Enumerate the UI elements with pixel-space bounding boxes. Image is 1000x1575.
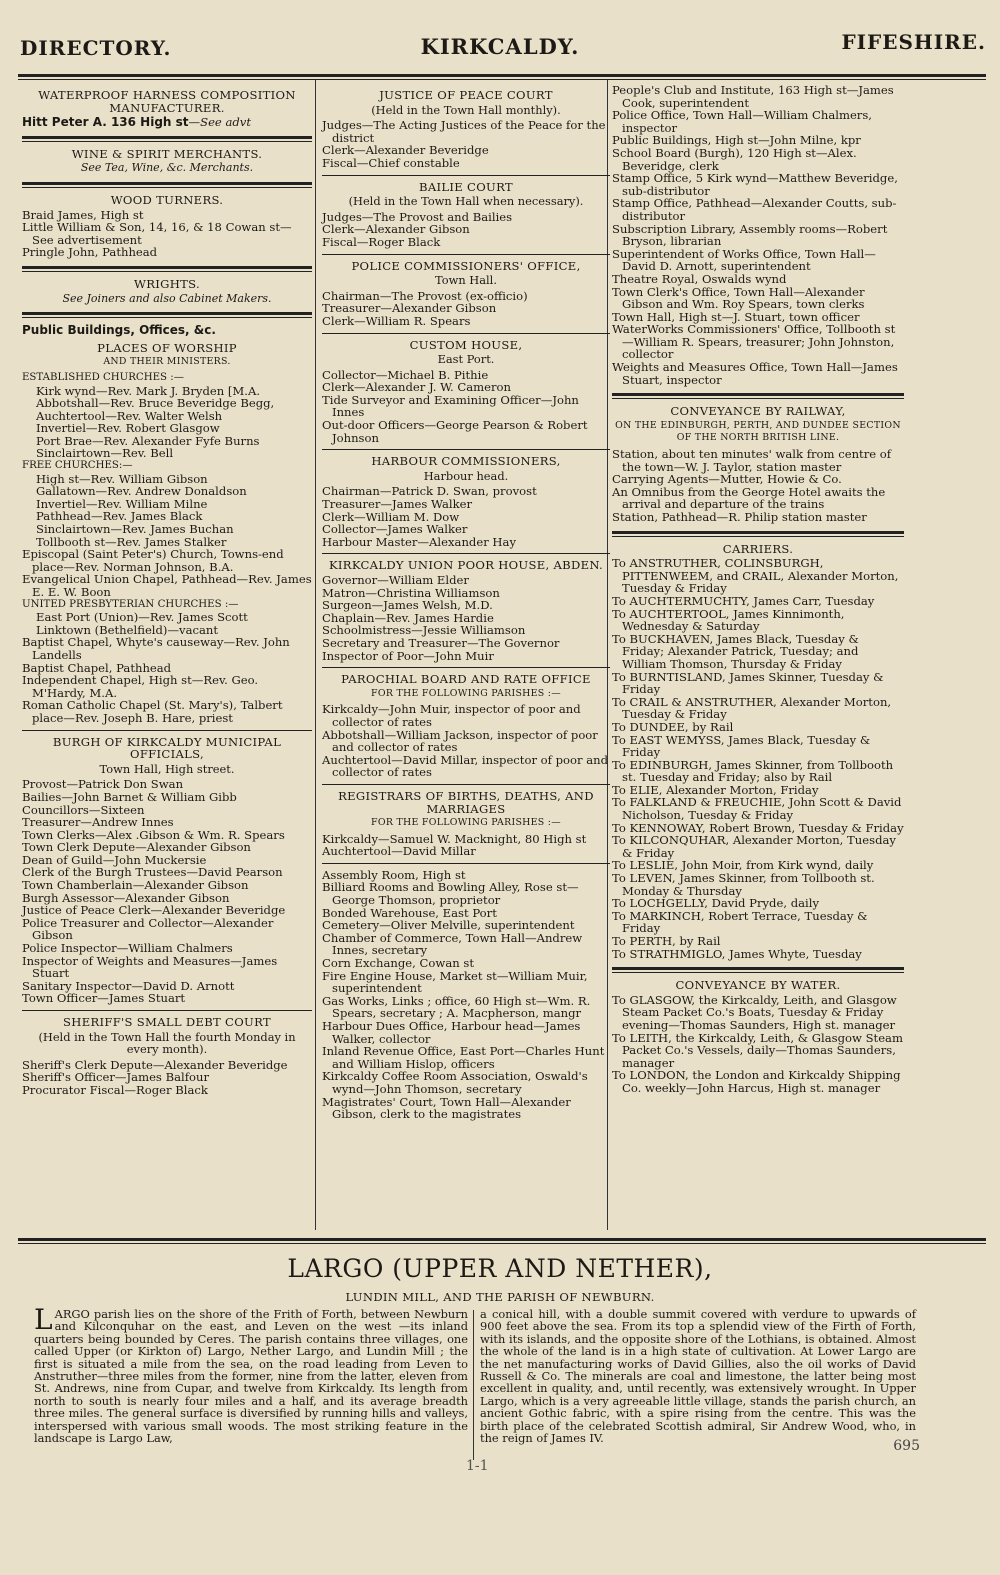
- list-item: Fiscal—Roger Black: [322, 234, 441, 249]
- section-title: Public Buildings, Offices, &c.: [22, 323, 216, 338]
- section-heading: REGISTRARS OF BIRTHS, DEATHS, AND MARRIAGES: [338, 788, 594, 816]
- list-item: Chaplain—Rev. James Hardie: [322, 610, 494, 625]
- list-item: Pringle John, Pathhead: [22, 245, 158, 260]
- section-heading: POLICE COMMISSIONERS' OFFICE,: [351, 258, 581, 273]
- list-item: Town Officer—James Stuart: [22, 991, 186, 1006]
- list-item: To PERTH, by Rail: [612, 934, 721, 948]
- list-item: Out-door Officers—George Pearson & Robert Johnson: [322, 418, 588, 445]
- list-item: To KILCONQUHAR, Alexander Morton, Tuesday & Friday: [612, 833, 896, 860]
- list-item: Schoolmistress—Jessie Williamson: [322, 623, 526, 638]
- list-item: Corn Exchange, Cowan st: [322, 956, 474, 971]
- list-item: Carrying Agents—Mutter, Howie & Co.: [612, 472, 842, 487]
- list-item: To AUCHTERTOOL, James Kinnimonth, Wednesday & Saturday: [612, 606, 845, 634]
- section-note: ON THE EDINBURGH, PERTH, AND DUNDEE SECTION OF THE NORTH BRITISH LINE.: [615, 419, 901, 444]
- list-item: To BURNTISLAND, James Skinner, Tuesday & Friday: [612, 669, 884, 697]
- list-item: Little William & Son, 14, 16, & 18 Cowan st—See advertisement: [22, 220, 292, 247]
- divider: [22, 266, 312, 272]
- list-item: To EAST WEMYSS, James Black, Tuesday & Friday: [612, 732, 871, 760]
- list-item: Kirkcaldy Coffee Room Association, Oswald's wynd—John Thomson, secretary: [322, 1069, 588, 1096]
- list-item: To KENNOWAY, Robert Brown, Tuesday & Friday: [612, 820, 904, 835]
- list-item: Tide Surveyor and Examining Officer—John Innes: [322, 392, 579, 420]
- list-item: To DUNDEE, by Rail: [612, 719, 734, 734]
- list-item: To LEVEN, James Skinner, from Tollbooth st. Monday & Thursday: [612, 871, 875, 898]
- list-item: Port Brae—Rev. Alexander Fyfe Burns: [36, 433, 260, 448]
- list-item: Secretary and Treasurer—The Governor: [322, 635, 560, 650]
- signature-mark: 1-1: [466, 1458, 489, 1474]
- list-item: Invertiel—Rev. William Milne: [36, 496, 208, 511]
- list-item: Treasurer—James Walker: [322, 497, 473, 512]
- list-item: Sheriff's Clerk Depute—Alexander Beveridge: [22, 1057, 288, 1072]
- column-1: [22, 84, 312, 1097]
- largo-paragraph-1: [34, 1303, 468, 1446]
- list-item: Inland Revenue Office, East Port—Charles Hunt and William Hislop, officers: [322, 1044, 605, 1071]
- list-item: Invertiel—Rev. Robert Glasgow: [36, 421, 220, 436]
- list-item: Matron—Christina Williamson: [322, 585, 500, 600]
- divider: [322, 667, 610, 668]
- group-heading: ESTABLISHED CHURCHES :—: [22, 371, 184, 383]
- divider: [612, 967, 904, 973]
- section-heading: JUSTICE OF PEACE COURT: [379, 88, 553, 102]
- list-item: Auchtertool—David Millar: [322, 844, 476, 859]
- dropcap: L: [34, 1303, 53, 1336]
- list-item: Town Hall, High st—J. Stuart, town officer: [612, 309, 860, 324]
- section-heading: WRIGHTS.: [134, 276, 200, 291]
- list-item: Treasurer—Andrew Innes: [22, 815, 174, 830]
- largo-paragraph-2: a conical hill, with a double summit covered with verdure to upwards of 900 feet above the sea. From its top a splendid view of the Firth of Forth, with its islands, and the opposite shore of the Lothians, is obtained. Almost the whole of the land is in a high state of cultivation. At Lower Largo are the net manufacturing works of David Gillies, also the oil works of David Russell & Co. The minerals are coal and limestone, the latter being most excellent in quality, and, until recently, was extensively wrought. In Upper Largo, which is a very agreeable little village, stands the parish church, an ancient Gothic fabric, with a spire rising from the centre. This was the birth place of the celebrated Scottish admiral, Sir Andrew Wood, who, in the reign of James IV.: [480, 1307, 916, 1446]
- section-rule: [18, 1238, 986, 1244]
- list-item: People's Club and Institute, 163 High st—James Cook, superintendent: [612, 83, 894, 110]
- section-subheading: East Port.: [437, 352, 495, 367]
- advert-note: —See advt: [188, 115, 252, 130]
- list-item: Clerk—William R. Spears: [322, 313, 471, 328]
- column-divider-1: [315, 80, 316, 1230]
- section-heading: CONVEYANCE BY WATER.: [675, 978, 841, 993]
- largo-text-1: ARGO parish lies on the shore of the Frith of Forth, between Newburn and Kilconquhar on the east, and Leven on the west —its inland quarters being bounded by Ceres. The parish contains three villages, one called Upper (or Kirkton of) Largo, Nether Largo, and Lundin Mill ; the first is situated a mile from the sea, on the road leading from Leven to Anstruther—three miles from the former, nine from the latter, eleven from St. Andrews, nine from Cupar, and twelve from Kirkcaldy. Its length from north to south is nearly four miles and a half, and its average breadth three miles. The general surface is diversified by running hills and valleys, interspersed with various small woods. The most striking feature in the landscape is Largo Law,: [34, 1307, 468, 1446]
- list-item: To GLASGOW, the Kirkcaldy, Leith, and Glasgow Steam Packet Co.'s Boats, Tuesday & Friday evening—Thomas Saunders, High st. manager: [612, 992, 897, 1032]
- list-item: To CRAIL & ANSTRUTHER, Alexander Morton, Tuesday & Friday: [612, 694, 892, 722]
- list-item: Kirkcaldy—Samuel W. Macknight, 80 High st: [322, 831, 587, 846]
- divider: [322, 784, 610, 785]
- list-item: Assembly Room, High st: [322, 867, 466, 882]
- column-2: [322, 84, 610, 1121]
- list-item: Councillors—Sixteen: [22, 802, 145, 817]
- header-left: DIRECTORY.: [20, 36, 172, 60]
- list-item: Evangelical Union Chapel, Pathhead—Rev. James E. E. W. Boon: [22, 572, 312, 599]
- list-item: Abbotshall—William Jackson, inspector of poor and collector of rates: [322, 727, 598, 755]
- list-item: Collector—Michael B. Pithie: [322, 367, 489, 382]
- list-item: Police Inspector—William Chalmers: [22, 941, 233, 956]
- section-subheading: (Held in the Town Hall monthly).: [371, 102, 561, 117]
- list-item: To MARKINCH, Robert Terrace, Tuesday & Friday: [612, 908, 868, 936]
- list-item: Clerk—William M. Dow: [322, 509, 460, 524]
- cross-reference: See Joiners and also Cabinet Makers.: [62, 291, 272, 305]
- section-heading: PLACES OF WORSHIP: [97, 340, 237, 355]
- list-item: Theatre Royal, Oswalds wynd: [612, 271, 787, 286]
- divider: [22, 730, 312, 731]
- list-item: Justice of Peace Clerk—Alexander Beveridge: [22, 903, 286, 918]
- list-item: Sinclairtown—Rev. Bell: [36, 446, 174, 461]
- largo-column-divider: [473, 1310, 474, 1460]
- list-item: Bonded Warehouse, East Port: [322, 905, 497, 920]
- list-item: Stamp Office, 5 Kirk wynd—Matthew Beveridge, sub-distributor: [612, 171, 898, 198]
- list-item: Clerk of the Burgh Trustees—David Pearson: [22, 865, 283, 880]
- section-note: AND THEIR MINISTERS.: [103, 356, 231, 368]
- list-item: To ELIE, Alexander Morton, Friday: [612, 782, 819, 797]
- list-item: Surgeon—James Welsh, M.D.: [322, 598, 493, 613]
- divider: [322, 254, 610, 255]
- largo-subtitle: LUNDIN MILL, AND THE PARISH OF NEWBURN.: [345, 1290, 655, 1304]
- divider: [22, 136, 312, 142]
- divider: [322, 863, 610, 864]
- page-number: 695: [893, 1438, 920, 1454]
- list-item: Burgh Assessor—Alexander Gibson: [22, 890, 230, 905]
- section-heading: WATERPROOF HARNESS COMPOSITION MANUFACTURER.: [38, 88, 296, 115]
- section-heading: CUSTOM HOUSE,: [409, 337, 523, 352]
- list-item: Gas Works, Links ; office, 60 High st—Wm. R. Spears, secretary ; A. Macpherson, mangr: [322, 993, 591, 1021]
- list-item: Town Clerk Depute—Alexander Gibson: [22, 840, 251, 855]
- divider: [612, 531, 904, 537]
- list-item: To LOCHGELLY, David Pryde, daily: [612, 896, 820, 911]
- list-item: High st—Rev. William Gibson: [36, 471, 208, 486]
- list-item: Harbour Master—Alexander Hay: [322, 534, 516, 549]
- section-heading: WOOD TURNERS.: [110, 192, 224, 207]
- list-item: Inspector of Poor—John Muir: [322, 648, 494, 663]
- section-heading: BAILIE COURT: [419, 179, 513, 194]
- list-item: Sheriff's Officer—James Balfour: [22, 1070, 209, 1085]
- list-item: Sinclairtown—Rev. James Buchan: [36, 522, 234, 537]
- column-3: [612, 84, 904, 1095]
- advertiser-entry: [22, 116, 312, 129]
- list-item: Pathhead—Rev. James Black: [36, 509, 203, 524]
- list-item: Bailies—John Barnet & William Gibb: [22, 789, 237, 804]
- advertiser-name: Hitt Peter A. 136 High st: [22, 115, 189, 130]
- section-heading: KIRKCALDY UNION POOR HOUSE, ABDEN.: [328, 558, 604, 573]
- section-subheading: Town Hall.: [435, 273, 497, 288]
- section-subheading: Town Hall, High street.: [99, 761, 235, 776]
- list-item: Roman Catholic Chapel (St. Mary's), Talbert place—Rev. Joseph B. Hare, priest: [22, 698, 283, 725]
- list-item: Subscription Library, Assembly rooms—Robert Bryson, librarian: [612, 221, 888, 249]
- list-item: Kirkcaldy—John Muir, inspector of poor and collector of rates: [322, 702, 581, 729]
- section-heading: BURGH OF KIRKCALDY MUNICIPAL OFFICIALS,: [52, 734, 282, 762]
- list-item: To BUCKHAVEN, James Black, Tuesday & Friday; Alexander Patrick, Tuesday; and William Thomson, Thursday & Friday: [612, 631, 859, 671]
- list-item: Chairman—The Provost (ex-officio): [322, 288, 528, 303]
- list-item: Chairman—Patrick D. Swan, provost: [322, 484, 537, 499]
- divider: [322, 175, 610, 176]
- list-item: Gallatown—Rev. Andrew Donaldson: [36, 484, 247, 499]
- section-note: FOR THE FOLLOWING PARISHES :—: [371, 817, 561, 829]
- section-heading: CONVEYANCE BY RAILWAY,: [670, 404, 846, 419]
- section-subheading: (Held in the Town Hall the fourth Monday in every month).: [38, 1029, 296, 1057]
- list-item: WaterWorks Commissioners' Office, Tollbooth st—William R. Spears, treasurer; John Johnston, collector: [612, 322, 896, 362]
- section-subheading: Harbour head.: [423, 468, 509, 483]
- list-item: Clerk—Alexander Gibson: [322, 222, 470, 237]
- header-right: FIFESHIRE.: [841, 30, 986, 54]
- list-item: Procurator Fiscal—Roger Black: [22, 1082, 208, 1097]
- section-heading: CARRIERS.: [722, 541, 794, 556]
- list-item: Clerk—Alexander J. W. Cameron: [322, 380, 511, 395]
- divider: [322, 333, 610, 334]
- list-item: Chamber of Commerce, Town Hall—Andrew Innes, secretary: [322, 930, 583, 958]
- list-item: Linktown (Bethelfield)—vacant: [36, 622, 219, 637]
- divider: [322, 449, 610, 450]
- divider: [612, 393, 904, 399]
- list-item: Baptist Chapel, Whyte's causeway—Rev. John Landells: [22, 635, 290, 662]
- cross-reference: See Tea, Wine, &c. Merchants.: [80, 161, 254, 175]
- list-item: Kirk wynd—Rev. Mark J. Bryden [M.A.: [36, 383, 261, 398]
- divider: [22, 312, 312, 318]
- group-heading: UNITED PRESBYTERIAN CHURCHES :—: [22, 598, 239, 610]
- list-item: Station, about ten minutes' walk from centre of the town—W. J. Taylor, station master: [612, 447, 892, 474]
- list-item: To LONDON, the London and Kirkcaldy Shipping Co. weekly—John Harcus, High st. manager: [612, 1068, 901, 1095]
- divider: [322, 553, 610, 554]
- list-item: Collector—James Walker: [322, 522, 468, 537]
- header-center: KIRKCALDY.: [420, 34, 580, 59]
- section-heading: HARBOUR COMMISSIONERS,: [371, 454, 561, 469]
- section-heading: WINE & SPIRIT MERCHANTS.: [71, 146, 263, 161]
- list-item: Clerk—Alexander Beveridge: [322, 143, 489, 158]
- list-item: Baptist Chapel, Pathhead: [22, 660, 172, 675]
- list-item: An Omnibus from the George Hotel awaits the arrival and departure of the trains: [612, 484, 886, 512]
- list-item: Sanitary Inspector—David D. Arnott: [22, 978, 235, 993]
- list-item: Harbour Dues Office, Harbour head—James Walker, collector: [322, 1019, 581, 1046]
- list-item: To ANSTRUTHER, COLINSBURGH, PITTENWEEM, and CRAIL, Alexander Morton, Tuesday & Friday: [612, 556, 899, 596]
- list-item: Dean of Guild—John Muckersie: [22, 852, 207, 867]
- list-item: Police Office, Town Hall—William Chalmers, inspector: [612, 108, 872, 135]
- list-item: Town Clerks—Alex .Gibson & Wm. R. Spears: [22, 827, 285, 842]
- list-item: Inspector of Weights and Measures—James Stuart: [22, 953, 278, 981]
- list-item: East Port (Union)—Rev. James Scott: [36, 610, 248, 625]
- section-heading: PAROCHIAL BOARD AND RATE OFFICE: [341, 672, 591, 687]
- list-item: Fire Engine House, Market st—William Muir, superintendent: [322, 968, 588, 996]
- list-item: Provost—Patrick Don Swan: [22, 777, 184, 792]
- list-item: Magistrates' Court, Town Hall—Alexander Gibson, clerk to the magistrates: [322, 1094, 571, 1122]
- list-item: To LEITH, the Kirkcaldy, Leith, & Glasgow Steam Packet Co.'s Vessels, daily—Thomas Saunders, manager: [612, 1030, 903, 1070]
- list-item: Independent Chapel, High st—Rev. Geo. M'Hardy, M.A.: [22, 673, 259, 700]
- list-item: Abbotshall—Rev. Bruce Beveridge Begg,: [36, 396, 275, 411]
- list-item: Judges—The Provost and Bailies: [322, 209, 513, 224]
- list-item: Tollbooth st—Rev. James Stalker: [36, 534, 227, 549]
- list-item: To FALKLAND & FREUCHIE, John Scott & David Nicholson, Tuesday & Friday: [612, 795, 902, 823]
- list-item: Police Treasurer and Collector—Alexander Gibson: [22, 915, 274, 943]
- list-item: To STRATHMIGLO, James Whyte, Tuesday: [612, 946, 862, 961]
- section-note: FOR THE FOLLOWING PARISHES :—: [371, 687, 561, 699]
- list-item: School Board (Burgh), 120 High st—Alex. Beveridge, clerk: [612, 145, 857, 173]
- list-item: To EDINBURGH, James Skinner, from Tollbooth st. Tuesday and Friday; also by Rail: [612, 757, 894, 785]
- list-item: Stamp Office, Pathhead—Alexander Coutts, sub-distributor: [612, 196, 897, 223]
- list-item: Public Buildings, High st—John Milne, kpr: [612, 133, 861, 148]
- list-item: Town Clerk's Office, Town Hall—Alexander Gibson and Wm. Roy Spears, town clerks: [612, 284, 865, 312]
- header-rule: [18, 74, 986, 80]
- section-subheading: (Held in the Town Hall when necessary).: [348, 194, 584, 209]
- list-item: Braid James, High st: [22, 207, 144, 222]
- list-item: Fiscal—Chief constable: [322, 155, 460, 170]
- list-item: To LESLIE, John Moir, from Kirk wynd, daily: [612, 858, 874, 873]
- list-item: Superintendent of Works Office, Town Hall—David D. Arnott, superintendent: [612, 246, 876, 274]
- list-item: Auchtertool—Rev. Walter Welsh: [36, 408, 223, 423]
- largo-title: LARGO (UPPER AND NETHER),: [287, 1254, 713, 1283]
- section-heading: SHERIFF'S SMALL DEBT COURT: [63, 1015, 271, 1029]
- list-item: Governor—William Elder: [322, 573, 469, 587]
- divider: [22, 182, 312, 188]
- list-item: Weights and Measures Office, Town Hall—James Stuart, inspector: [612, 360, 898, 387]
- list-item: Town Chamberlain—Alexander Gibson: [22, 878, 249, 893]
- list-item: Billiard Rooms and Bowling Alley, Rose st—George Thomson, proprietor: [322, 880, 579, 908]
- group-heading: FREE CHURCHES:—: [22, 460, 133, 472]
- list-item: Judges—The Acting Justices of the Peace for the district: [322, 118, 606, 145]
- list-item: Station, Pathhead—R. Philip station master: [612, 510, 867, 524]
- list-item: Cemetery—Oliver Melville, superintendent: [322, 918, 575, 933]
- list-item: Auchtertool—David Millar, inspector of poor and collector of rates: [322, 752, 609, 780]
- list-item: Episcopal (Saint Peter's) Church, Towns-end place—Rev. Norman Johnson, B.A.: [22, 547, 284, 574]
- list-item: Treasurer—Alexander Gibson: [322, 301, 497, 316]
- list-item: To AUCHTERMUCHTY, James Carr, Tuesday: [612, 593, 875, 608]
- divider: [22, 1010, 312, 1011]
